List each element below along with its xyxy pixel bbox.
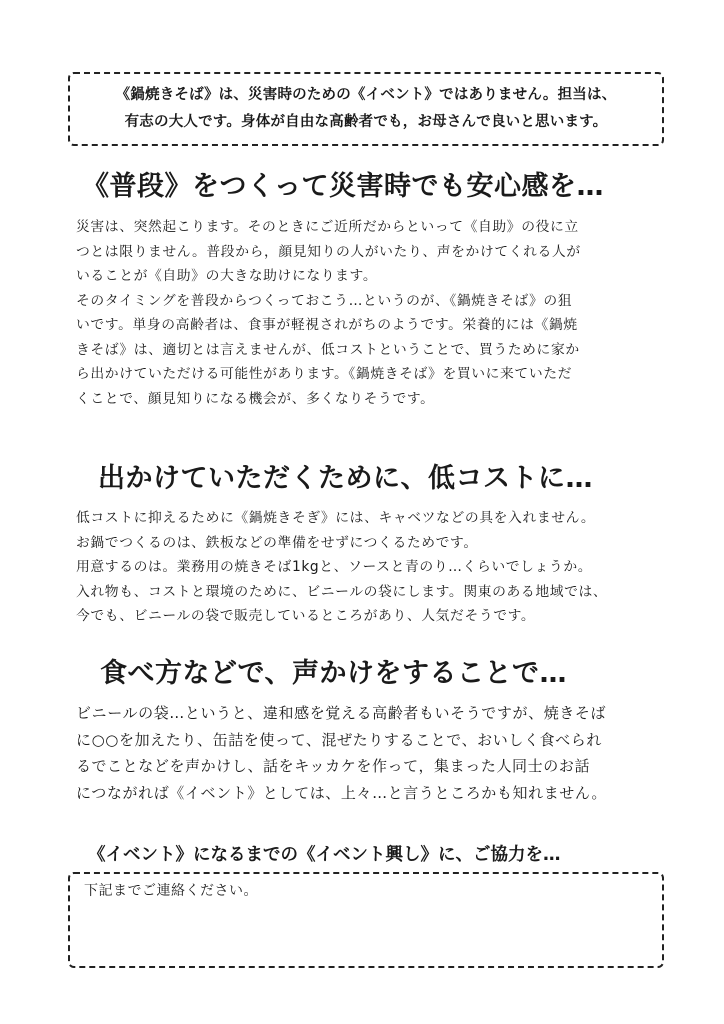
section1-line: つとは限りません。普段から，顔見知りの人がいたり、声をかけてくれる人が	[76, 243, 581, 260]
section3-heading: 食べ方などで、声かけをすることで…	[100, 658, 567, 689]
section2-heading: 出かけていただくために、低コストに…	[98, 463, 593, 494]
section1-line: きそば》は、適切とは言えませんが、低コストということで、買うために家か	[76, 341, 580, 358]
contact-heading: 《イベント》になるまでの《イベント興し》に、ご協力を…	[88, 845, 561, 865]
section1-line: ら出かけていただける可能性があります。《鍋焼きそば》を買いに来ていただ	[76, 366, 573, 382]
contact-text: 下記までご連絡ください。	[84, 883, 258, 899]
section1-heading: 《普段》をつくって災害時でも安心感を…	[82, 171, 604, 202]
section2-line: 用意するのは。業務用の焼きそば1kgと、ソースと青のり…くらいでしょうか。	[76, 559, 593, 575]
section2-line: 今でも、ビニールの袋で販売しているところがあり、人気だそうです。	[76, 608, 536, 624]
notice-line-1: 《鍋焼きそば》は、災害時のための《イベント》ではありません。担当は、	[115, 87, 617, 103]
section1-line: 災害は、突然起こります。そのときにご近所だからといって《自助》の役に立	[76, 219, 579, 235]
section1-line: いです。単身の高齢者は、食事が軽視されがちのようです。栄養的には《鍋焼	[76, 317, 578, 333]
section3-line: ビニールの袋…というと、違和感を覚える高齢者もいそうですが、焼きそば	[76, 704, 607, 722]
contact-box	[68, 872, 664, 968]
notice-line-2: 有志の大人です。身体が自由な高齢者でも，お母さんで良いと思います。	[124, 114, 608, 130]
section1-line: そのタイミングを普段からつくっておこう…というのが、《鍋焼きそば》の狙	[76, 292, 573, 309]
section3-line: につながれば《イベント》としては、上々…と言うところかも知れません。	[76, 783, 608, 802]
section2-line: 入れ物も、コストと環境のために、ビニールの袋にします。関東のある地域では、	[76, 583, 608, 600]
section2-line: お鍋でつくるのは、鉄板などの準備をせずにつくるためです。	[76, 534, 478, 551]
section3-line: るでことなどを声かけし、話をキッカケを作って，集まった人同士のお話	[76, 757, 591, 775]
section3-line: に○○を加えたり、缶詰を使って、混ぜたりすることで、おいしく食べられ	[76, 730, 602, 749]
section1-line: いることが《自助》の大きな助けになります。	[76, 268, 378, 284]
section1-line: くことで、顔見知りになる機会が、多くなりそうです。	[76, 390, 435, 407]
notice-box	[68, 72, 664, 146]
section1-body	[76, 215, 656, 411]
section3-body	[76, 700, 666, 806]
section2-line: 低コストに抑えるために《鍋焼きそぎ》には、キャベツなどの具を入れません。	[76, 510, 596, 526]
section2-body	[76, 506, 666, 629]
